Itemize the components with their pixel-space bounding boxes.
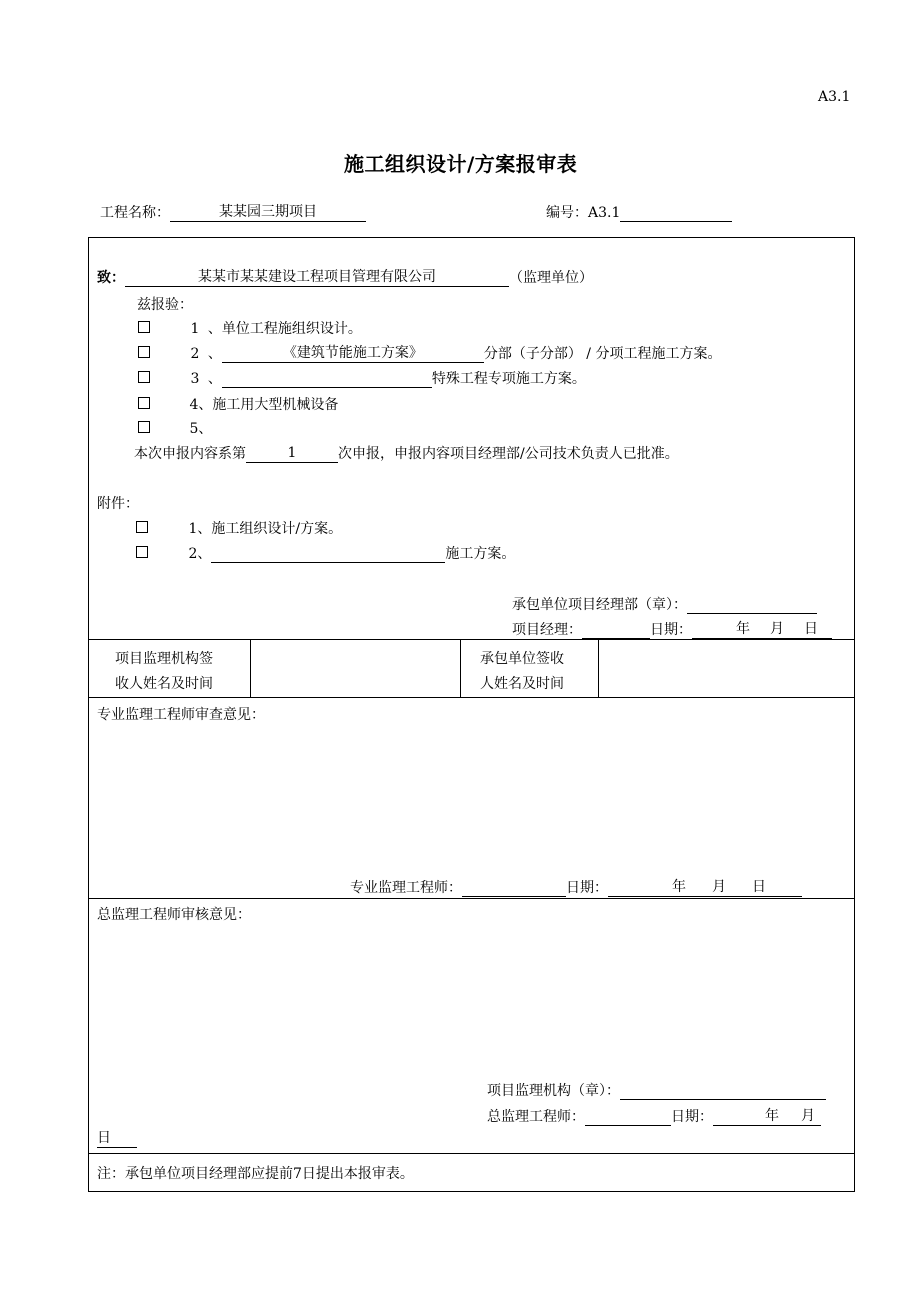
report-count-suffix: 次申报，申报内容项目经理部/公司技术负责人已批准。 bbox=[338, 446, 679, 462]
item-text: 单位工程施组织设计。 bbox=[221, 321, 362, 337]
document-number-field bbox=[546, 202, 732, 222]
chief-sign-field bbox=[487, 1106, 821, 1126]
item-number: 4、 bbox=[189, 397, 213, 413]
attachment-number: 2、 bbox=[188, 546, 212, 562]
date-label: 日期： bbox=[650, 622, 692, 638]
checkbox[interactable] bbox=[138, 346, 150, 358]
addressee-company[interactable]: 某某市某某建设工程项目管理有限公司 bbox=[125, 269, 509, 287]
manager-label: 项目经理： bbox=[512, 622, 582, 638]
chief-review-input[interactable] bbox=[97, 930, 847, 1070]
checkbox[interactable] bbox=[138, 321, 150, 333]
attachment-item bbox=[136, 543, 515, 563]
engineer-sign-label: 专业监理工程师： bbox=[350, 880, 462, 896]
contractor-manager-field bbox=[512, 619, 832, 639]
addressee-line bbox=[97, 267, 593, 287]
report-count-prefix: 本次申报内容系第 bbox=[134, 446, 246, 462]
list-item bbox=[138, 418, 212, 438]
date-label: 日期： bbox=[671, 1109, 713, 1125]
project-name-value[interactable]: 某某园三期项目 bbox=[170, 204, 366, 222]
item-separator: 、 bbox=[207, 346, 222, 362]
engineer-sign-field bbox=[350, 877, 802, 897]
item-separator: 、 bbox=[207, 321, 222, 337]
report-count-value[interactable]: 1 bbox=[246, 445, 338, 463]
checkbox[interactable] bbox=[138, 397, 150, 409]
divider bbox=[598, 639, 599, 697]
item-text: 分部（子分部） / 分项工程施工方案。 bbox=[483, 346, 722, 362]
chief-org-blank[interactable] bbox=[620, 1082, 826, 1100]
chief-sign-label: 总监理工程师： bbox=[487, 1109, 585, 1125]
checkbox[interactable] bbox=[136, 521, 148, 533]
item-fill[interactable] bbox=[222, 370, 432, 388]
contractor-receipt-label-2: 人姓名及时间 bbox=[480, 676, 564, 692]
attachment-text: 施工组织设计/方案。 bbox=[211, 521, 343, 537]
contractor-receipt-input[interactable] bbox=[600, 641, 852, 695]
checkbox[interactable] bbox=[138, 421, 150, 433]
divider bbox=[88, 1153, 855, 1154]
item-text: 特殊工程专项施工方案。 bbox=[431, 371, 586, 387]
attachments-label: 附件： bbox=[97, 496, 139, 512]
item-fill[interactable]: 《建筑节能施工方案》 bbox=[222, 345, 484, 363]
item-number: 5、 bbox=[189, 421, 213, 437]
item-text: 施工用大型机械设备 bbox=[212, 397, 339, 413]
chief-sign-blank[interactable] bbox=[585, 1108, 671, 1126]
report-intro: 兹报验： bbox=[137, 297, 193, 313]
engineer-sign-blank[interactable] bbox=[462, 879, 566, 897]
addressee-suffix: （监理单位） bbox=[509, 270, 593, 286]
addressee-label: 致： bbox=[97, 270, 125, 286]
chief-org-field bbox=[487, 1080, 826, 1100]
divider bbox=[88, 697, 855, 698]
footer-note: 注：承包单位项目经理部应提前7日提出本报审表。 bbox=[97, 1166, 414, 1182]
contractor-dept-field bbox=[512, 594, 817, 614]
attachment-number: 1、 bbox=[188, 521, 212, 537]
date-blank[interactable]: 年 月 bbox=[713, 1108, 821, 1126]
chief-date-day bbox=[97, 1130, 137, 1148]
divider bbox=[460, 639, 461, 697]
date-blank[interactable]: 年 月 日 bbox=[608, 879, 802, 897]
item-separator: 、 bbox=[207, 371, 222, 387]
date-blank[interactable]: 年 月 日 bbox=[692, 621, 832, 639]
page-title: 施工组织设计/方案报审表 bbox=[344, 152, 578, 176]
chief-review-label: 总监理工程师审核意见： bbox=[97, 907, 251, 923]
item-number: 3 bbox=[190, 371, 200, 387]
date-label: 日期： bbox=[566, 880, 608, 896]
divider bbox=[250, 639, 251, 697]
document-number-label: 编号： bbox=[546, 205, 588, 221]
manager-blank[interactable] bbox=[582, 621, 650, 639]
date-day-blank[interactable]: 日 bbox=[97, 1130, 137, 1148]
supervisor-receipt-label-2: 收人姓名及时间 bbox=[115, 676, 213, 692]
attachment-item bbox=[136, 518, 342, 538]
list-item bbox=[138, 343, 721, 363]
report-count-line bbox=[134, 443, 679, 463]
checkbox[interactable] bbox=[138, 371, 150, 383]
checkbox[interactable] bbox=[136, 546, 148, 558]
item-number: 1 bbox=[190, 321, 200, 337]
divider bbox=[88, 639, 855, 640]
list-item bbox=[138, 318, 362, 338]
list-item bbox=[138, 394, 338, 414]
contractor-receipt-label-1: 承包单位签收 bbox=[480, 651, 564, 667]
chief-org-label: 项目监理机构（章）： bbox=[487, 1083, 620, 1099]
attachment-text: 施工方案。 bbox=[445, 546, 516, 562]
contractor-dept-label: 承包单位项目经理部（章）： bbox=[512, 597, 687, 613]
list-item bbox=[138, 368, 586, 388]
project-name-label: 工程名称： bbox=[100, 205, 170, 221]
project-name-field bbox=[100, 202, 366, 222]
item-number: 2 bbox=[190, 346, 200, 362]
divider bbox=[88, 898, 855, 899]
attachment-fill[interactable] bbox=[211, 545, 445, 563]
supervisor-receipt-label-1: 项目监理机构签 bbox=[115, 651, 213, 667]
document-number-value: A3.1 bbox=[588, 205, 621, 221]
document-number-blank[interactable] bbox=[620, 204, 732, 222]
engineer-review-input[interactable] bbox=[97, 728, 847, 868]
document-code: A3.1 bbox=[818, 89, 851, 105]
contractor-dept-blank[interactable] bbox=[687, 596, 817, 614]
engineer-review-label: 专业监理工程师审查意见： bbox=[97, 707, 265, 723]
supervisor-receipt-input[interactable] bbox=[252, 641, 458, 695]
